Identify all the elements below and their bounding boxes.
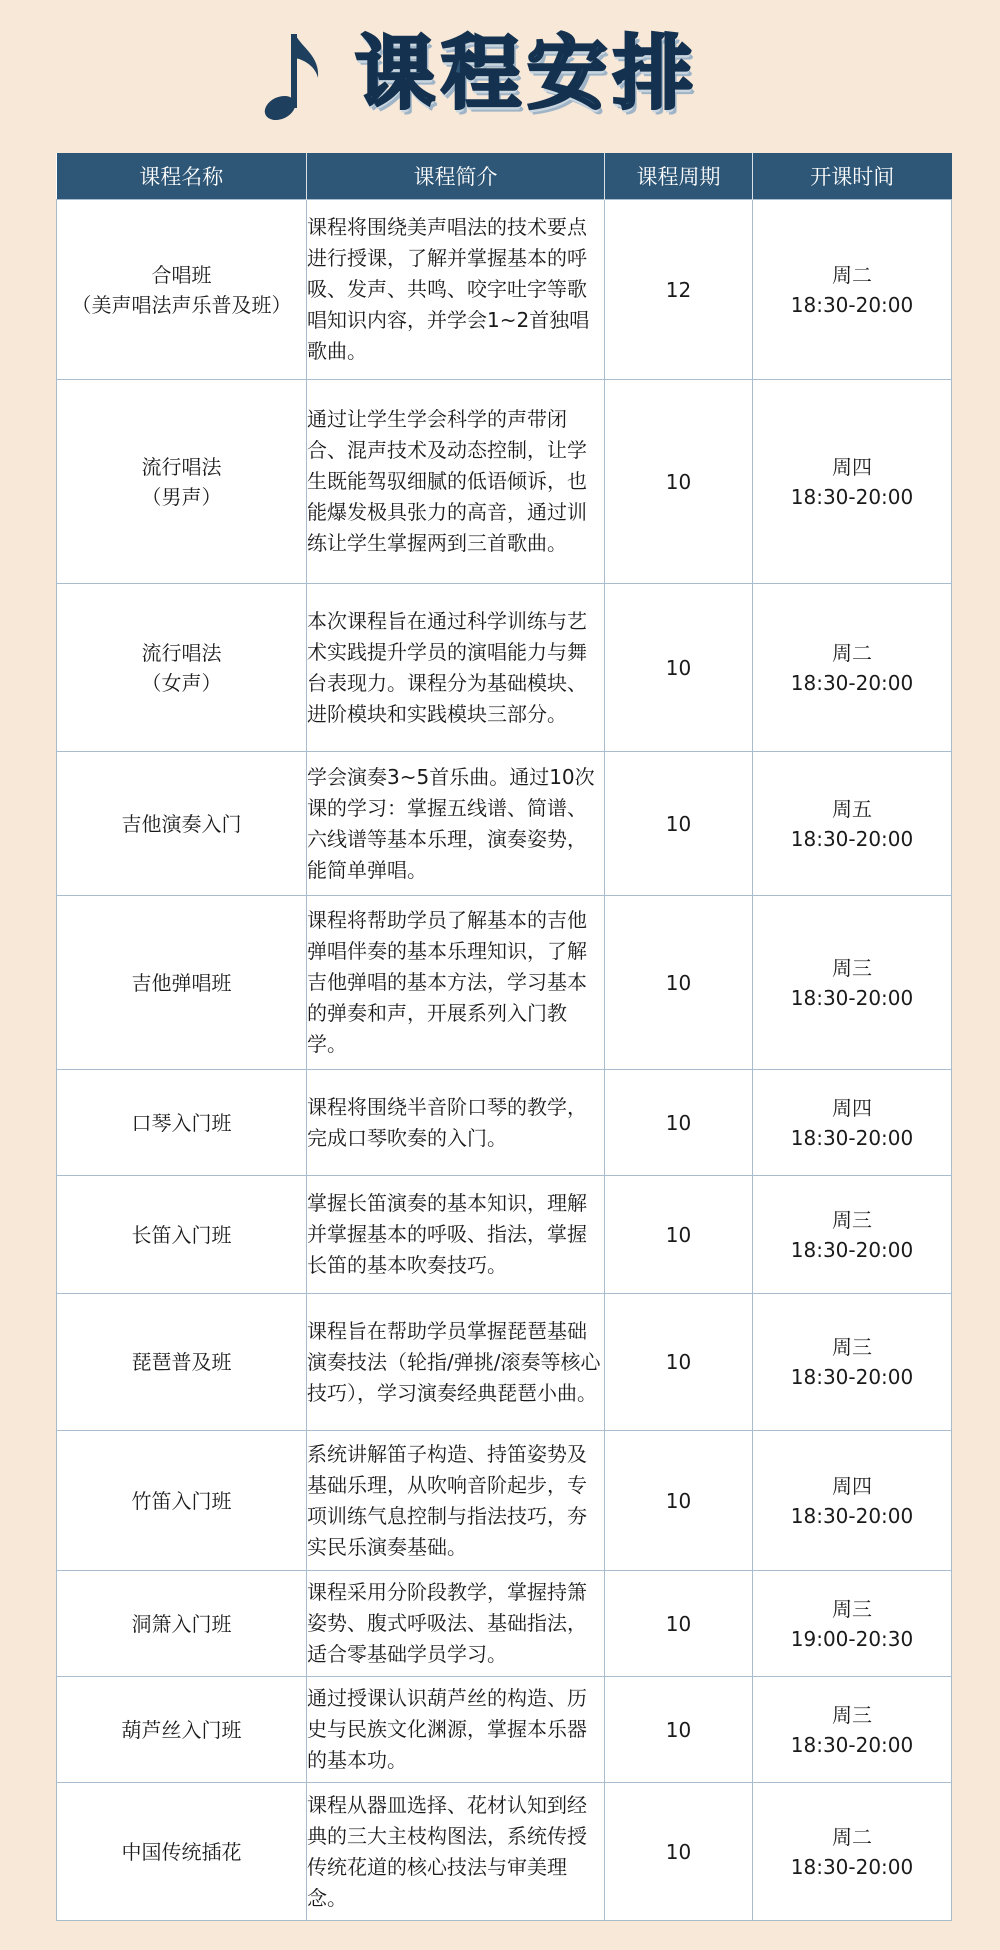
course-cycle: 12 [605, 200, 753, 380]
course-time: 周四 18:30-20:00 [753, 380, 952, 584]
course-name: 葫芦丝入门班 [57, 1677, 307, 1783]
table-row [57, 200, 952, 380]
table-row [57, 1176, 952, 1294]
course-desc: 课程将围绕半音阶口琴的教学，完成口琴吹奏的入门。 [307, 1070, 605, 1176]
course-time: 周三 19:00-20:30 [753, 1571, 952, 1677]
table-row [57, 1431, 952, 1571]
course-cycle: 10 [605, 752, 753, 896]
course-cycle: 10 [605, 584, 753, 752]
course-name: 吉他弹唱班 [57, 896, 307, 1070]
table-row [57, 752, 952, 896]
course-cycle: 10 [605, 896, 753, 1070]
course-time: 周五 18:30-20:00 [753, 752, 952, 896]
page-title: 课程安排 [355, 27, 699, 120]
table-row [57, 1571, 952, 1677]
course-name: 琵琶普及班 [57, 1294, 307, 1431]
page-header [0, 0, 1000, 152]
column-header-cycle: 课程周期 [605, 153, 753, 200]
course-time: 周四 18:30-20:00 [753, 1070, 952, 1176]
course-time: 周四 18:30-20:00 [753, 1431, 952, 1571]
column-header-desc: 课程简介 [307, 153, 605, 200]
course-desc: 课程将围绕美声唱法的技术要点进行授课，了解并掌握基本的呼吸、发声、共鸣、咬字吐字等歌唱知识内容，并学会1~2首独唱歌曲。 [307, 200, 605, 380]
course-time: 周二 18:30-20:00 [753, 584, 952, 752]
course-desc: 学会演奏3~5首乐曲。通过10次课的学习：掌握五线谱、简谱、六线谱等基本乐理，演奏姿势，能简单弹唱。 [307, 752, 605, 896]
course-name: 流行唱法 （女声） [57, 584, 307, 752]
course-time: 周三 18:30-20:00 [753, 1294, 952, 1431]
course-time: 周三 18:30-20:00 [753, 1677, 952, 1783]
course-cycle: 10 [605, 1176, 753, 1294]
course-desc: 课程采用分阶段教学，掌握持箫姿势、腹式呼吸法、基础指法，适合零基础学员学习。 [307, 1571, 605, 1677]
course-desc: 课程旨在帮助学员掌握琵琶基础演奏技法（轮指/弹挑/滚奏等核心技巧），学习演奏经典琵琶小曲。 [307, 1294, 605, 1431]
course-name: 吉他演奏入门 [57, 752, 307, 896]
course-cycle: 10 [605, 1431, 753, 1571]
course-name: 流行唱法 （男声） [57, 380, 307, 584]
course-desc: 通过让学生学会科学的声带闭合、混声技术及动态控制，让学生既能驾驭细腻的低语倾诉，也能爆发极具张力的高音，通过训练让学生掌握两到三首歌曲。 [307, 380, 605, 584]
table-row [57, 1070, 952, 1176]
table-row [57, 380, 952, 584]
course-cycle: 10 [605, 1070, 753, 1176]
table-header-row [57, 153, 952, 200]
column-header-time: 开课时间 [753, 153, 952, 200]
course-desc: 掌握长笛演奏的基本知识，理解并掌握基本的呼吸、指法，掌握长笛的基本吹奏技巧。 [307, 1176, 605, 1294]
course-time: 周二 18:30-20:00 [753, 1783, 952, 1921]
course-cycle: 10 [605, 1677, 753, 1783]
course-cycle: 10 [605, 1783, 753, 1921]
course-desc: 课程将帮助学员了解基本的吉他弹唱伴奏的基本乐理知识，了解吉他弹唱的基本方法，学习基本的弹奏和声，开展系列入门教学。 [307, 896, 605, 1070]
column-header-name: 课程名称 [57, 153, 307, 200]
table-row [57, 1294, 952, 1431]
course-desc: 系统讲解笛子构造、持笛姿势及基础乐理，从吹响音阶起步，专项训练气息控制与指法技巧，夯实民乐演奏基础。 [307, 1431, 605, 1571]
course-name: 竹笛入门班 [57, 1431, 307, 1571]
table-row [57, 1783, 952, 1921]
course-name: 中国传统插花 [57, 1783, 307, 1921]
course-cycle: 10 [605, 380, 753, 584]
course-time: 周三 18:30-20:00 [753, 896, 952, 1070]
table-row [57, 584, 952, 752]
course-time: 周二 18:30-20:00 [753, 200, 952, 380]
table-row [57, 896, 952, 1070]
course-time: 周三 18:30-20:00 [753, 1176, 952, 1294]
course-name: 口琴入门班 [57, 1070, 307, 1176]
course-name: 合唱班 （美声唱法声乐普及班） [57, 200, 307, 380]
course-schedule-table [56, 153, 952, 1921]
course-desc: 课程从器皿选择、花材认知到经典的三大主枝构图法，系统传授传统花道的核心技法与审美理念。 [307, 1783, 605, 1921]
course-name: 长笛入门班 [57, 1176, 307, 1294]
course-cycle: 10 [605, 1294, 753, 1431]
course-cycle: 10 [605, 1571, 753, 1677]
course-name: 洞箫入门班 [57, 1571, 307, 1677]
table-row [57, 1677, 952, 1783]
music-note-icon [262, 30, 324, 124]
course-desc: 本次课程旨在通过科学训练与艺术实践提升学员的演唱能力与舞台表现力。课程分为基础模块、进阶模块和实践模块三部分。 [307, 584, 605, 752]
course-desc: 通过授课认识葫芦丝的构造、历史与民族文化渊源，掌握本乐器的基本功。 [307, 1677, 605, 1783]
